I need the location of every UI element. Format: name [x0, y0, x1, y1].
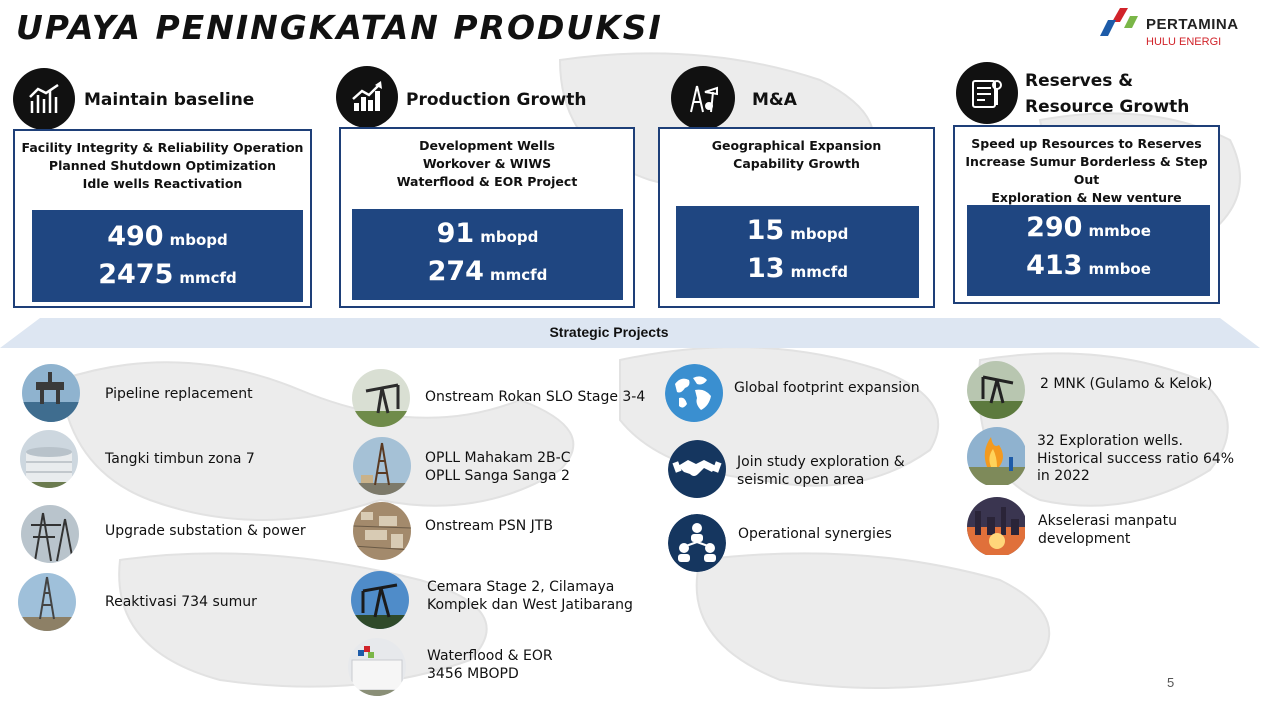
category-card-production-growth: [339, 127, 635, 308]
storage-tank-photo: [20, 430, 78, 488]
growth-chart-icon: [336, 66, 398, 128]
metric-unit: mmboe: [1088, 222, 1151, 240]
bar-chart-icon: [13, 68, 75, 130]
strategic-projects-label: Strategic Projects: [549, 324, 669, 340]
category-title-maintain-baseline: Maintain baseline: [84, 90, 255, 110]
metric-unit: mmboe: [1088, 260, 1151, 278]
project-text: Pipeline replacement: [105, 386, 253, 402]
project-text: Waterflood & EOR 3456 MBOPD: [427, 648, 553, 682]
card-item: Workover & WIWS: [422, 156, 552, 171]
project-text: Global footprint expansion: [734, 380, 920, 396]
pertamina-logo: [1094, 6, 1264, 50]
globe-icon: [665, 364, 725, 424]
project-text: Upgrade substation & power: [105, 523, 306, 539]
drilling-rig-photo: [18, 573, 76, 631]
tank-logo-photo: [348, 638, 406, 696]
metric-box: [676, 206, 919, 298]
metric-value: 290: [1026, 212, 1083, 243]
handshake-icon: [668, 440, 728, 500]
category-card-reserves: [953, 125, 1220, 304]
slide-title: UPAYA PENINGKATAN PRODUKSI: [16, 8, 663, 47]
category-title-m-and-a: M&A: [752, 90, 797, 110]
pumpjack-photo: [352, 369, 410, 427]
substation-photo: [21, 505, 79, 563]
project-text: Onstream Rokan SLO Stage 3-4: [425, 389, 646, 405]
category-title-production-growth: Production Growth: [406, 90, 587, 110]
metric-unit: mbopd: [480, 228, 539, 246]
category-title-line: Reserves &: [1025, 71, 1134, 91]
metric-unit: mmcfd: [790, 263, 848, 281]
card-item: Exploration & New venture: [991, 190, 1182, 205]
metric-value: 490: [107, 221, 164, 252]
project-text: Cemara Stage 2, Cilamaya Komplek dan West Jatibarang: [427, 579, 633, 613]
project-text: 2 MNK (Gulamo & Kelok): [1040, 376, 1213, 392]
metric-unit: mbopd: [790, 225, 849, 243]
category-title-line: Resource Growth: [1025, 97, 1190, 117]
refinery-night-photo: [967, 497, 1027, 557]
card-item: Waterflood & EOR Project: [396, 174, 578, 189]
offshore-platform-photo: [22, 364, 80, 422]
card-item: Geographical Expansion: [711, 138, 882, 153]
plant-aerial-photo: [353, 502, 411, 560]
metric-box: [352, 209, 623, 300]
card-item: Facility Integrity & Reliability Operation: [21, 140, 304, 155]
category-title-reserves: [1025, 68, 1189, 120]
rig-tower-photo: [353, 437, 411, 495]
project-text: OPLL Mahakam 2B-C OPLL Sanga Sanga 2: [425, 450, 571, 484]
metric-value: 413: [1026, 250, 1083, 281]
oil-rig-icon: [671, 66, 735, 130]
project-text: Join study exploration & seismic open area: [737, 454, 905, 488]
card-item: Idle wells Reactivation: [82, 176, 243, 191]
metric-value: 274: [427, 256, 484, 287]
pertamina-logo-mark-icon: [1094, 6, 1144, 46]
project-text: 32 Exploration wells. Historical success ratio 64% in 2022: [1037, 433, 1235, 484]
card-item: Development Wells: [419, 138, 555, 153]
project-text: Onstream PSN JTB: [425, 518, 553, 534]
category-card-m-and-a: [658, 127, 935, 308]
pumpjack-sky-photo: [351, 571, 409, 629]
page-number: 5: [1167, 675, 1175, 690]
pumpjack-field-photo: [967, 361, 1025, 419]
team-network-icon: [668, 514, 726, 572]
card-item: Speed up Resources to Reserves: [971, 136, 1202, 151]
flare-photo: [967, 427, 1027, 487]
metric-value: 2475: [98, 259, 174, 290]
category-card-maintain-baseline: [13, 129, 312, 308]
project-text: Reaktivasi 734 sumur: [105, 594, 257, 610]
metric-value: 91: [436, 218, 475, 249]
metric-value: 13: [747, 253, 785, 284]
metric-box: [32, 210, 303, 302]
logo-subtitle: HULU ENERGI: [1146, 36, 1222, 48]
blueprint-icon: [956, 62, 1018, 124]
card-item: Capability Growth: [733, 156, 860, 171]
project-text: Tangki timbun zona 7: [105, 451, 255, 467]
card-item: Planned Shutdown Optimization: [48, 158, 277, 173]
metric-value: 15: [746, 215, 785, 246]
metric-unit: mmcfd: [179, 269, 237, 287]
metric-box: [967, 205, 1210, 296]
metric-unit: mbopd: [169, 231, 228, 249]
metric-unit: mmcfd: [489, 266, 548, 284]
logo-name: PERTAMINA: [1146, 16, 1239, 33]
project-text: Akselerasi manpatu development: [1038, 513, 1177, 547]
card-item: Increase Sumur Borderless & Step Out: [965, 154, 1208, 187]
project-text: Operational synergies: [738, 526, 892, 542]
